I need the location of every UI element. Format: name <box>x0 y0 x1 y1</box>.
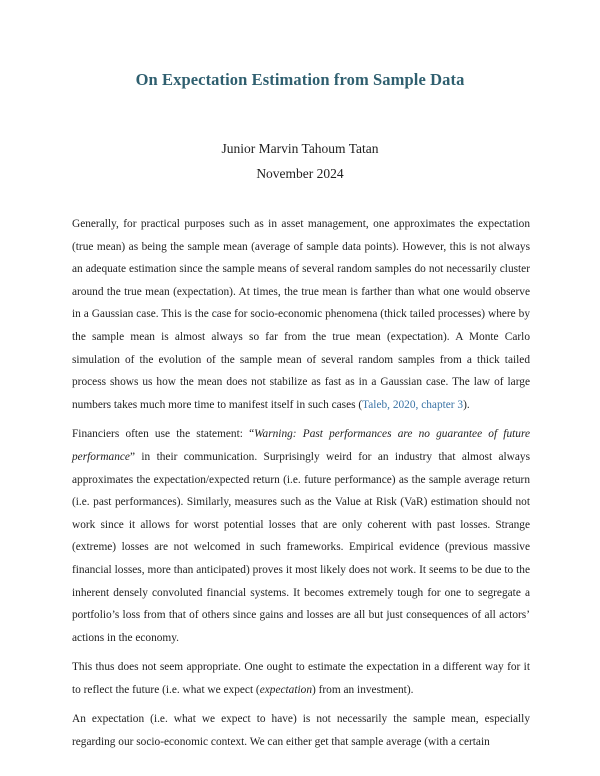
paragraph-2-start: Financiers often use the statement: “ <box>72 428 255 441</box>
paragraph-2-rest: ” in their communication. Surprisingly weird for an industry that almost always approximates the expectation/expected return (i.e. future performance) as the sample average return (i.e. past performances). Similarly, measures such as the Value at Risk (VaR) estimation should not work since it allows for worst potential losses that are only coherent with past losses. Strange (extreme) losses are not welcomed in such frameworks. Empirical evidence (previous massive financial losses, more than anticipated) proves it most likely does not work. It seems to be due to the inherent densely convoluted financial systems. It becomes extremely tough for one to segregate a portfolio’s loss from that of others since gains and losses are all but just consequences of all actors’ actions in the economy. <box>72 450 530 644</box>
expectation-term: expectation <box>259 683 313 696</box>
paragraph-4-text: An expectation (i.e. what we expect to have) is not necessarily the sample mean, especially regarding our socio-economic context. We can either get that sample average (with a certain <box>72 713 530 749</box>
paragraph-2 <box>72 423 530 649</box>
paper-title: On Expectation Estimation from Sample Data <box>135 70 465 89</box>
author-name: Junior Marvin Tahoum Tatan <box>221 141 379 156</box>
paragraph-1 <box>72 213 530 416</box>
paragraph-1-end: ). <box>463 398 470 411</box>
publication-date: November 2024 <box>256 166 344 181</box>
citation-link[interactable]: Taleb, 2020, chapter 3 <box>362 398 464 411</box>
paragraph-3-end: ) from an investment). <box>312 683 414 696</box>
paragraph-3 <box>72 656 530 701</box>
paper-body <box>72 213 530 761</box>
paragraph-1-text: Generally, for practical purposes such as in asset management, one approximates the expectation (true mean) as being the sample mean (average of sample data points). However, this is not always an adequate estimation since the sample means of several random samples do not necessarily cluster around the true mean (expectation). At times, the true mean is farther than what one would observe in a Gaussian case. This is the case for socio-economic phenomena (thick tailed processes) where by the sample mean is almost always so far from the true mean (expectation). A Monte Carlo simulation of the evolution of the sample mean of several random samples from a thick tailed process shows us how the mean does not stabilize as fast as in a Gaussian case. The law of large numbers takes much more time to manifest itself in such cases ( <box>72 218 530 411</box>
paragraph-3-start: This thus does not seem appropriate. One ought to estimate the expectation in a different way for it to reflect the future (i.e. what we expect ( <box>72 661 530 696</box>
warning-quote: Warning: Past performances are no guarantee of future performance <box>72 428 530 463</box>
paragraph-4 <box>72 708 530 753</box>
